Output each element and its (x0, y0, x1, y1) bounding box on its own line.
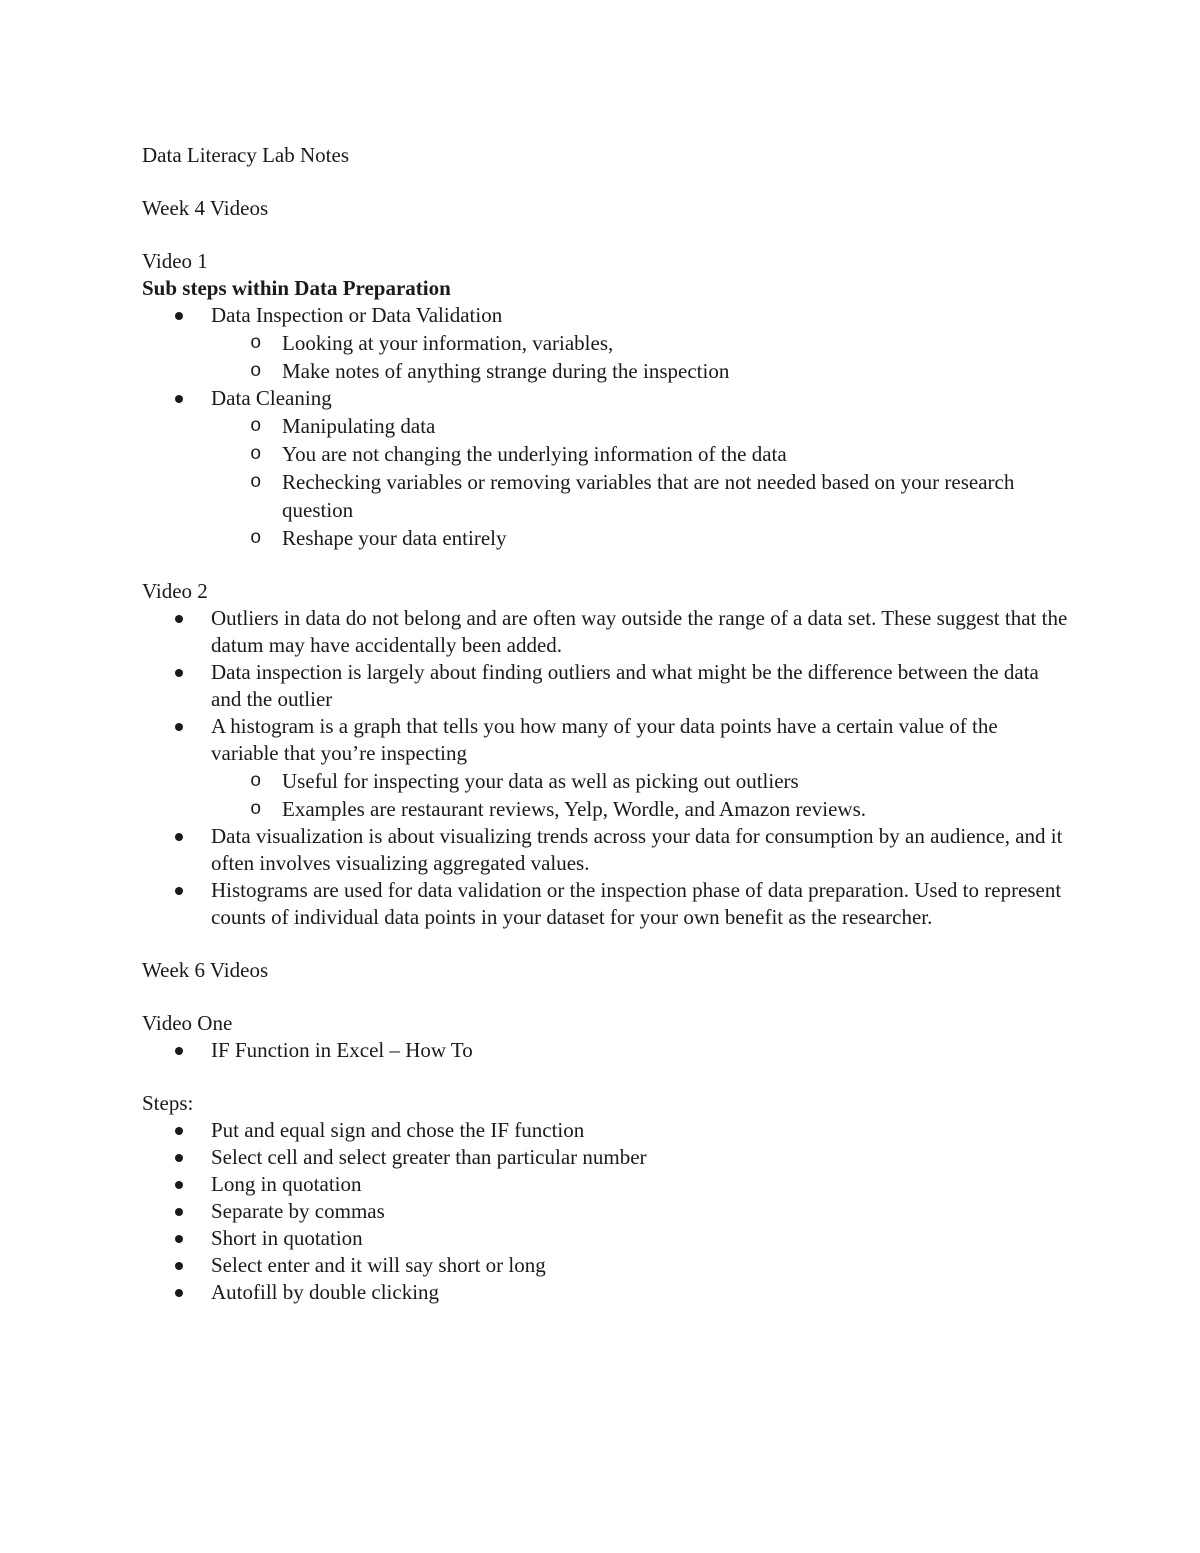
steps-label: Steps: (142, 1091, 194, 1115)
list-item-text: Data visualization is about visualizing trends across your data for consumption by an audience, and it often involves visualizing aggregated values. (211, 824, 1063, 875)
list-item-text: Long in quotation (211, 1172, 362, 1196)
video1-label: Video 1 (142, 249, 208, 273)
list-item-text: Short in quotation (211, 1226, 363, 1250)
circle-bullet-icon: o (250, 471, 262, 493)
sub-list-item-text: Looking at your information, variables, (282, 331, 614, 355)
sub-list-item (211, 440, 1070, 468)
bullet-icon (175, 1181, 183, 1189)
sub-list-item-text: Examples are restaurant reviews, Yelp, Wordle, and Amazon reviews. (282, 797, 867, 821)
list-item (142, 1198, 1070, 1225)
sub-list-item-text: Reshape your data entirely (282, 526, 507, 550)
bullet-icon (175, 723, 183, 731)
document-title: Data Literacy Lab Notes (142, 143, 349, 167)
list-item (142, 823, 1070, 877)
circle-bullet-icon: o (250, 527, 262, 549)
bullet-icon (175, 1154, 183, 1162)
list-item (142, 1225, 1070, 1252)
sub-list (211, 412, 1070, 552)
circle-bullet-icon: o (250, 443, 262, 465)
list-item (142, 713, 1070, 823)
list-item-text: A histogram is a graph that tells you how many of your data points have a certain value of the variable that you’re inspecting (211, 714, 998, 765)
video2-list (142, 605, 1070, 931)
list-item-text: Put and equal sign and chose the IF function (211, 1118, 585, 1142)
bullet-icon (175, 833, 183, 841)
list-item-text: Separate by commas (211, 1199, 385, 1223)
sub-list-item-text: Rechecking variables or removing variables that are not needed based on your research question (282, 470, 1015, 522)
bullet-icon (175, 1127, 183, 1135)
bullet-icon (175, 1235, 183, 1243)
list-item (142, 877, 1070, 931)
list-item (142, 385, 1070, 552)
sub-list-item-text: You are not changing the underlying information of the data (282, 442, 787, 466)
week6-heading: Week 6 Videos (142, 958, 269, 982)
list-item-text: Outliers in data do not belong and are often way outside the range of a data set. These suggest that the datum may have accidentally been added. (211, 606, 1068, 657)
week4-heading: Week 4 Videos (142, 196, 269, 220)
sub-list-item-text: Make notes of anything strange during the inspection (282, 359, 730, 383)
list-item (142, 302, 1070, 385)
list-item (142, 1171, 1070, 1198)
circle-bullet-icon: o (250, 332, 262, 354)
list-item (142, 1117, 1070, 1144)
list-item-text: Select cell and select greater than particular number (211, 1145, 647, 1169)
list-item-text: Select enter and it will say short or long (211, 1253, 546, 1277)
list-item (142, 1279, 1070, 1306)
steps-list (142, 1117, 1070, 1306)
circle-bullet-icon: o (250, 798, 262, 820)
sub-list-item (211, 767, 1070, 795)
list-item-text: IF Function in Excel – How To (211, 1038, 473, 1062)
video1-list (142, 302, 1070, 552)
bullet-icon (175, 1208, 183, 1216)
bullet-icon (175, 1262, 183, 1270)
bullet-icon (175, 1289, 183, 1297)
sub-list-item-text: Manipulating data (282, 414, 436, 438)
circle-bullet-icon: o (250, 415, 262, 437)
video1-subheading: Sub steps within Data Preparation (142, 276, 451, 300)
list-item (142, 1252, 1070, 1279)
sub-list-item (211, 468, 1070, 524)
bullet-icon (175, 1047, 183, 1055)
bullet-icon (175, 395, 183, 403)
list-item-text: Autofill by double clicking (211, 1280, 440, 1304)
sub-list-item (211, 329, 1070, 357)
sub-list (211, 329, 1070, 385)
sub-list (211, 767, 1070, 823)
video-one-list (142, 1037, 1070, 1064)
video-one-label: Video One (142, 1011, 233, 1035)
bullet-icon (175, 615, 183, 623)
circle-bullet-icon: o (250, 360, 262, 382)
bullet-icon (175, 312, 183, 320)
list-item (142, 1144, 1070, 1171)
list-item-text: Data Inspection or Data Validation (211, 303, 503, 327)
list-item (142, 1037, 1070, 1064)
sub-list-item-text: Useful for inspecting your data as well as picking out outliers (282, 769, 799, 793)
bullet-icon (175, 669, 183, 677)
sub-list-item (211, 357, 1070, 385)
sub-list-item (211, 412, 1070, 440)
video2-label: Video 2 (142, 579, 208, 603)
bullet-icon (175, 887, 183, 895)
list-item-text: Data inspection is largely about finding outliers and what might be the difference between the data and the outlier (211, 660, 1039, 711)
list-item (142, 659, 1070, 713)
sub-list-item (211, 524, 1070, 552)
circle-bullet-icon: o (250, 770, 262, 792)
list-item-text: Data Cleaning (211, 386, 332, 410)
list-item-text: Histograms are used for data validation or the inspection phase of data preparation. Used to represent counts of individual data points in your dataset for your own benefit as the researcher. (211, 878, 1062, 929)
sub-list-item (211, 795, 1070, 823)
list-item (142, 605, 1070, 659)
